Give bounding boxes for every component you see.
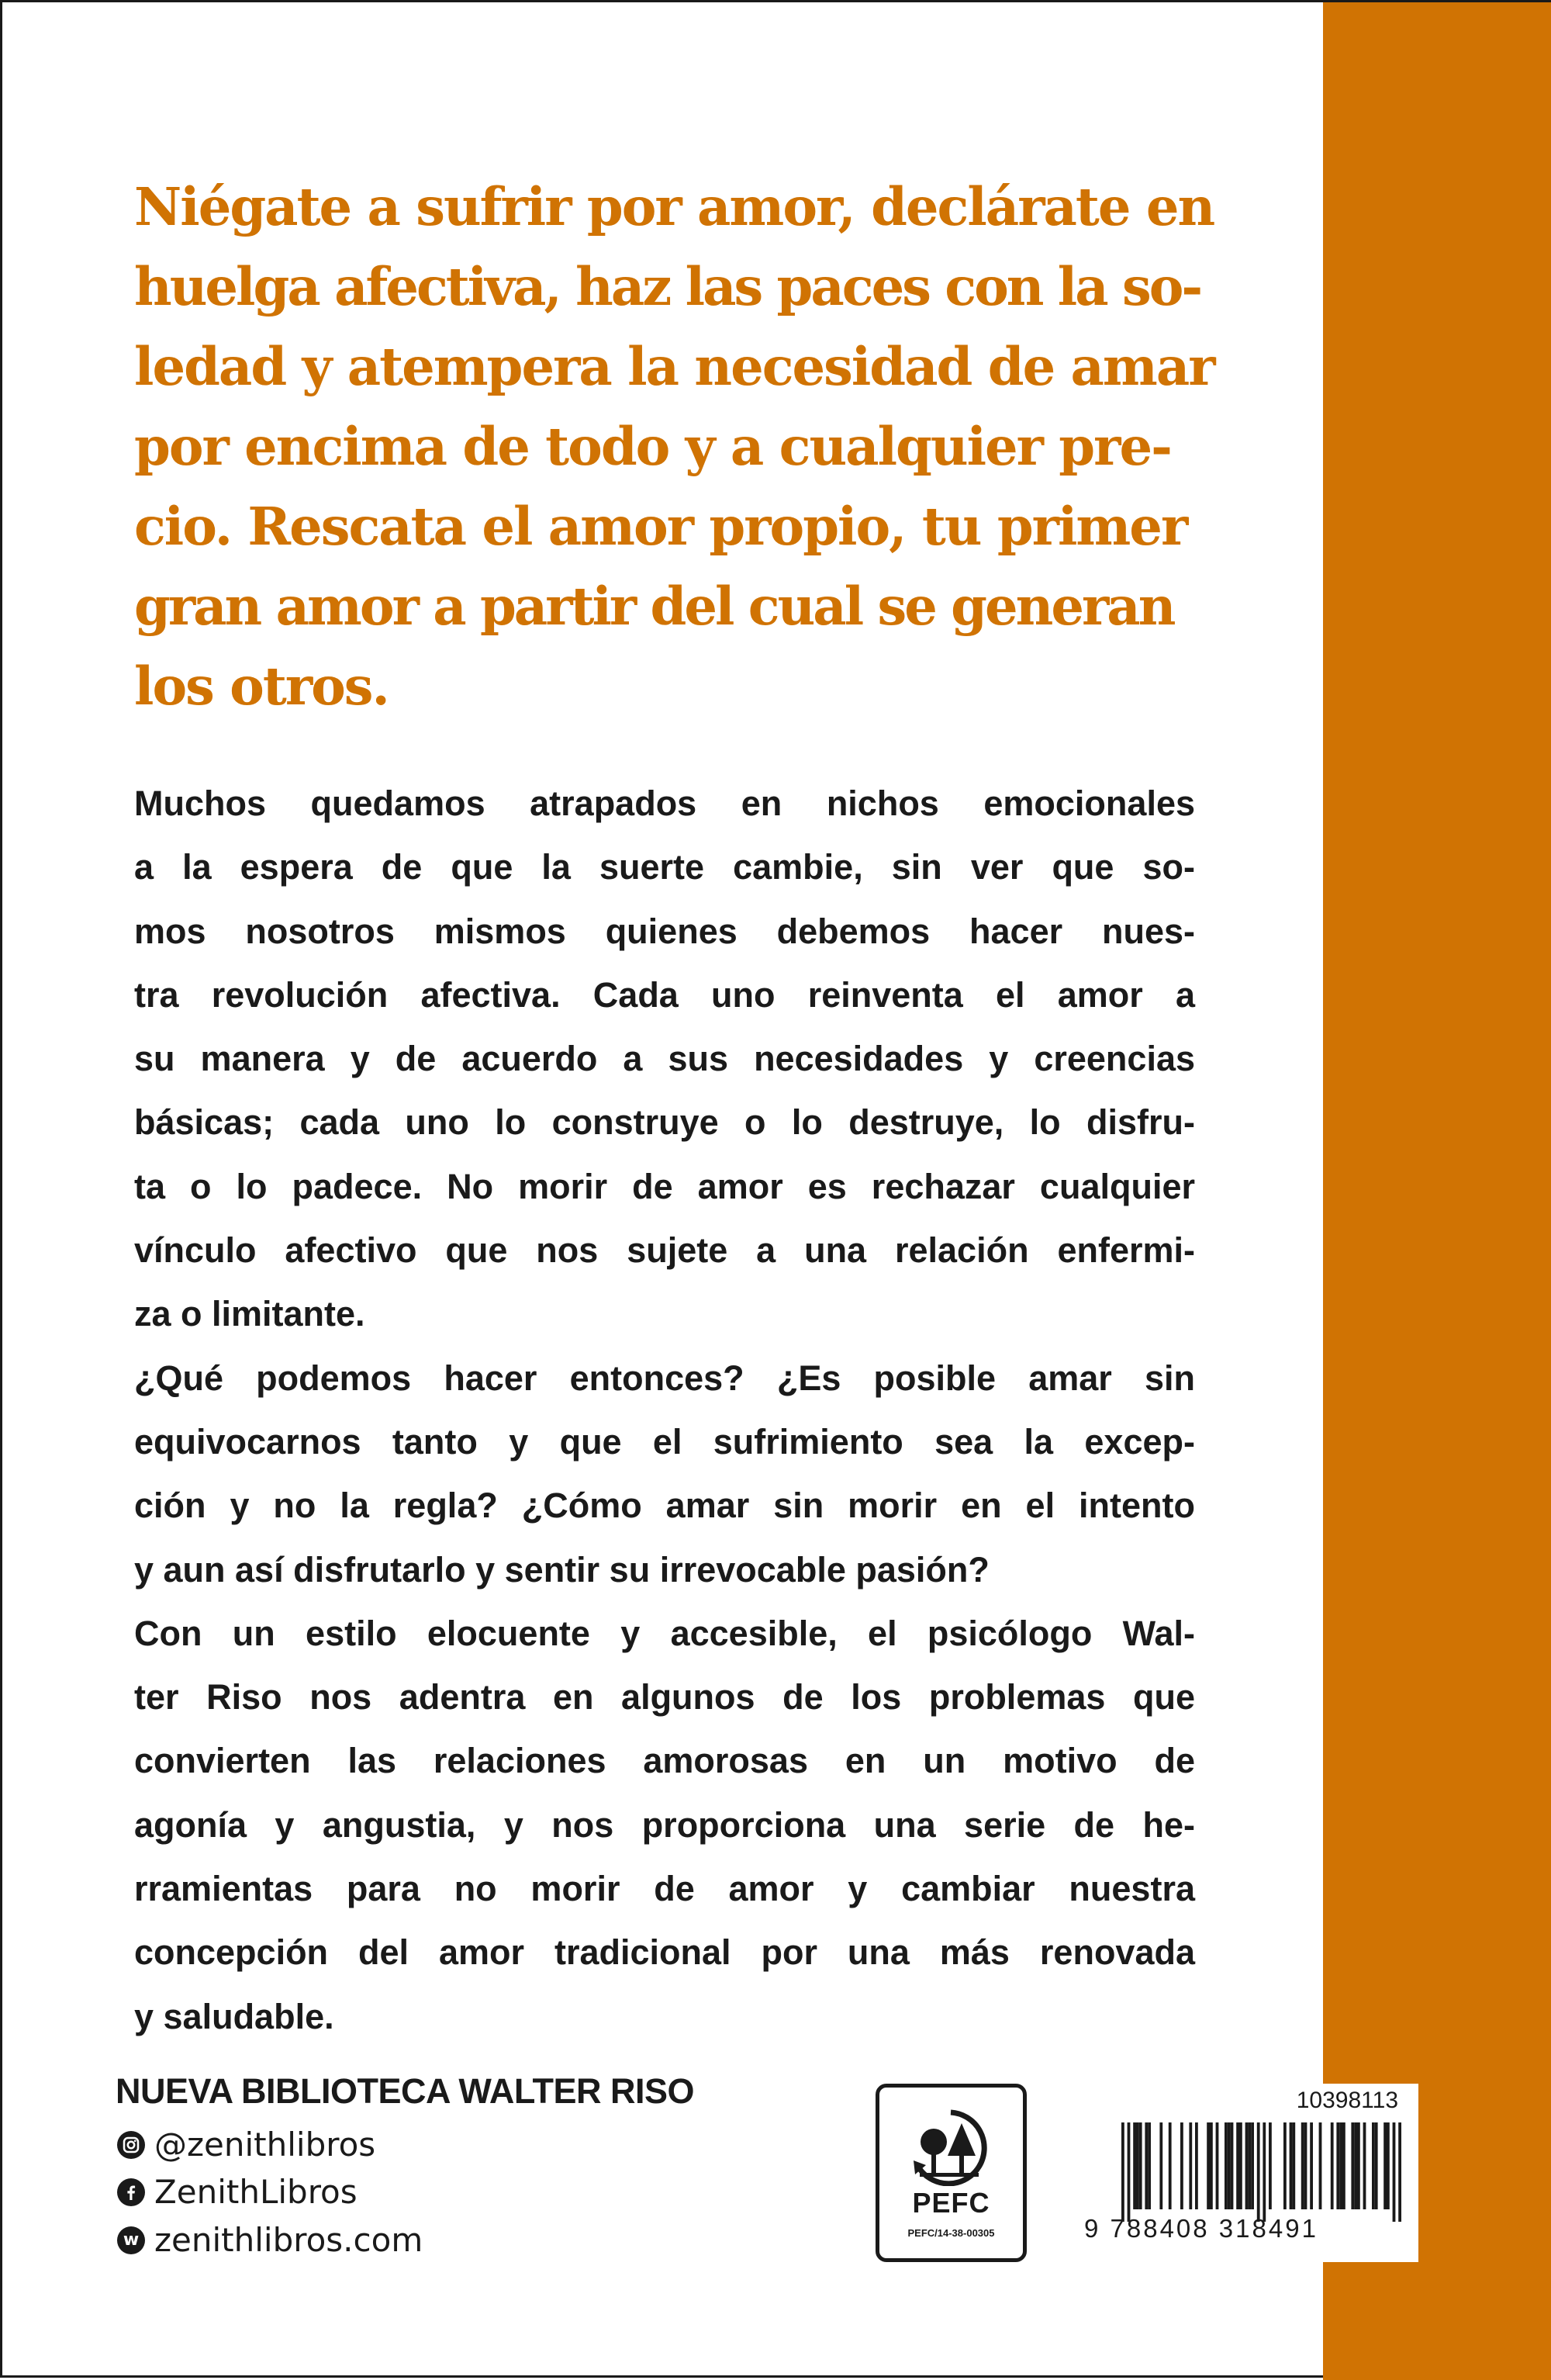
barcode-bar [1225, 2122, 1228, 2209]
barcode-bar [1159, 2122, 1162, 2209]
instagram-icon [117, 2131, 145, 2159]
barcode-bar [1251, 2122, 1254, 2209]
barcode-bar [1210, 2122, 1213, 2209]
barcode-bar [1195, 2122, 1198, 2209]
barcode-bar [1269, 2122, 1272, 2209]
barcode-bar [1239, 2122, 1242, 2209]
barcode-panel [1083, 2084, 1418, 2262]
barcode-bar [1301, 2122, 1304, 2209]
orange-side-band [1323, 2, 1551, 2380]
barcode-bar [1336, 2122, 1339, 2209]
synopsis-text [134, 772, 1195, 2049]
pull-quote-line: cio. Rescata el amor propio, tu primer [134, 496, 1187, 557]
barcode-bar [1304, 2122, 1307, 2209]
instagram-handle: @zenithlibros [154, 2126, 376, 2164]
barcode-bar [1319, 2122, 1322, 2209]
barcode-bar [1375, 2122, 1378, 2209]
barcode-bar [1133, 2122, 1136, 2209]
website-url: zenithlibros.com [154, 2221, 423, 2259]
synopsis-line: su manera y de acuerdo a sus necesidades y creencias [134, 1039, 1195, 1079]
synopsis-line: y saludable. [134, 1996, 334, 2036]
pull-quote [134, 167, 1220, 726]
barcode-bar [1372, 2122, 1375, 2209]
synopsis-line: agonía y angustia, y nos proporciona una serie de he- [134, 1804, 1195, 1845]
synopsis-line: básicas; cada uno lo construye o lo destruye, lo disfru- [134, 1102, 1195, 1143]
barcode-bar [1136, 2122, 1139, 2209]
barcode-digits: 9 788408 318491 [1084, 2214, 1318, 2243]
pull-quote-line: Niégate a sufrir por amor, declárate en [134, 176, 1214, 237]
barcode-bar [1145, 2122, 1148, 2209]
pull-quote-line: gran amor a partir del cual se generan [134, 576, 1174, 637]
synopsis-line: a la espera de que la suerte cambie, sin ver que so- [134, 847, 1195, 887]
pefc-certification-badge [876, 2084, 1027, 2262]
barcode-bar [1207, 2122, 1210, 2209]
synopsis-line: convierten las relaciones amorosas en un motivo de [134, 1741, 1195, 1781]
barcode-bar [1180, 2122, 1183, 2209]
barcode-bar [1283, 2122, 1287, 2209]
pull-quote-line: por encima de todo y a cualquier pre- [134, 416, 1171, 477]
social-facebook[interactable] [117, 2173, 358, 2211]
synopsis-line: za o limitante. [134, 1294, 365, 1334]
pull-quote-line: huelga afectiva, haz las paces con la so- [134, 256, 1201, 317]
synopsis-line: tra revolución afectiva. Cada uno reinventa el amor a [134, 974, 1195, 1015]
synopsis-line: ¿Qué podemos hacer entonces? ¿Es posible amar sin [134, 1358, 1195, 1398]
pull-quote-line: ledad y atempera la necesidad de amar [134, 336, 1214, 397]
barcode-bar [1331, 2122, 1334, 2209]
barcode-bar [1351, 2122, 1354, 2209]
synopsis-line: vínculo afectivo que nos sujete a una relación enfermi- [134, 1230, 1195, 1271]
pull-quote-line: los otros. [134, 656, 389, 717]
barcode-bar [1310, 2122, 1313, 2209]
barcode-bar [1248, 2122, 1251, 2209]
social-web[interactable] [117, 2221, 423, 2259]
facebook-icon [117, 2178, 145, 2206]
barcode-bar [1292, 2122, 1295, 2209]
barcode-bar [1363, 2122, 1366, 2209]
web-icon: w [117, 2226, 145, 2254]
synopsis-line: rramientas para no morir de amor y cambiar nuestra [134, 1869, 1195, 1909]
pefc-tree-logo [903, 2105, 1000, 2186]
synopsis-line: concepción del amor tradicional por una más renovada [134, 1932, 1195, 1973]
synopsis-line: equivocarnos tanto y que el sufrimiento sea la excep- [134, 1421, 1195, 1462]
barcode-bar [1236, 2122, 1239, 2209]
barcode-bar [1228, 2122, 1231, 2209]
barcode-bar [1148, 2122, 1151, 2209]
synopsis-line: mos nosotros mismos quienes debemos hacer nues- [134, 911, 1195, 951]
synopsis-line: ta o lo padece. No morir de amor es rechazar cualquier [134, 1166, 1195, 1206]
barcode-bar [1387, 2122, 1390, 2209]
facebook-handle: ZenithLibros [154, 2173, 358, 2211]
social-instagram[interactable] [117, 2126, 375, 2164]
barcode-bar [1339, 2122, 1342, 2209]
pefc-code: PEFC/14-38-00305 [907, 2227, 995, 2239]
barcode-bar [1398, 2122, 1401, 2222]
barcode-bar [1121, 2122, 1124, 2222]
barcode-bar [1290, 2122, 1293, 2209]
barcode-bar [1354, 2122, 1357, 2209]
barcode-bar [1357, 2122, 1360, 2209]
barcode-bar [1231, 2122, 1234, 2209]
barcode-bar [1216, 2122, 1219, 2209]
synopsis-line: ter Riso nos adentra en algunos de los problemas que [134, 1677, 1195, 1718]
pefc-name: PEFC [912, 2187, 990, 2219]
synopsis-line: Con un estilo elocuente y accesible, el psicólogo Wal- [134, 1613, 1195, 1653]
synopsis-line: Muchos quedamos atrapados en nichos emocionales [134, 784, 1195, 823]
synopsis-line: ción y no la regla? ¿Cómo amar sin morir en el intento [134, 1486, 1195, 1526]
barcode-bar [1263, 2122, 1266, 2222]
synopsis-line: y aun así disfrutarlo y sentir su irrevocable pasión? [134, 1549, 990, 1590]
barcode-reference-number: 10398113 [1296, 2088, 1398, 2113]
barcode-bar [1139, 2122, 1142, 2209]
barcode-bar [1128, 2122, 1131, 2222]
isbn-barcode [1121, 2122, 1415, 2222]
barcode-bar [1169, 2122, 1172, 2209]
barcode-bar [1383, 2122, 1387, 2209]
barcode-bar [1189, 2122, 1192, 2209]
barcode-bar [1342, 2122, 1345, 2209]
barcode-bar [1245, 2122, 1249, 2209]
barcode-bar [1257, 2122, 1260, 2222]
barcode-bar [1393, 2122, 1396, 2222]
collection-title: NUEVA BIBLIOTECA WALTER RISO [116, 2071, 694, 2111]
